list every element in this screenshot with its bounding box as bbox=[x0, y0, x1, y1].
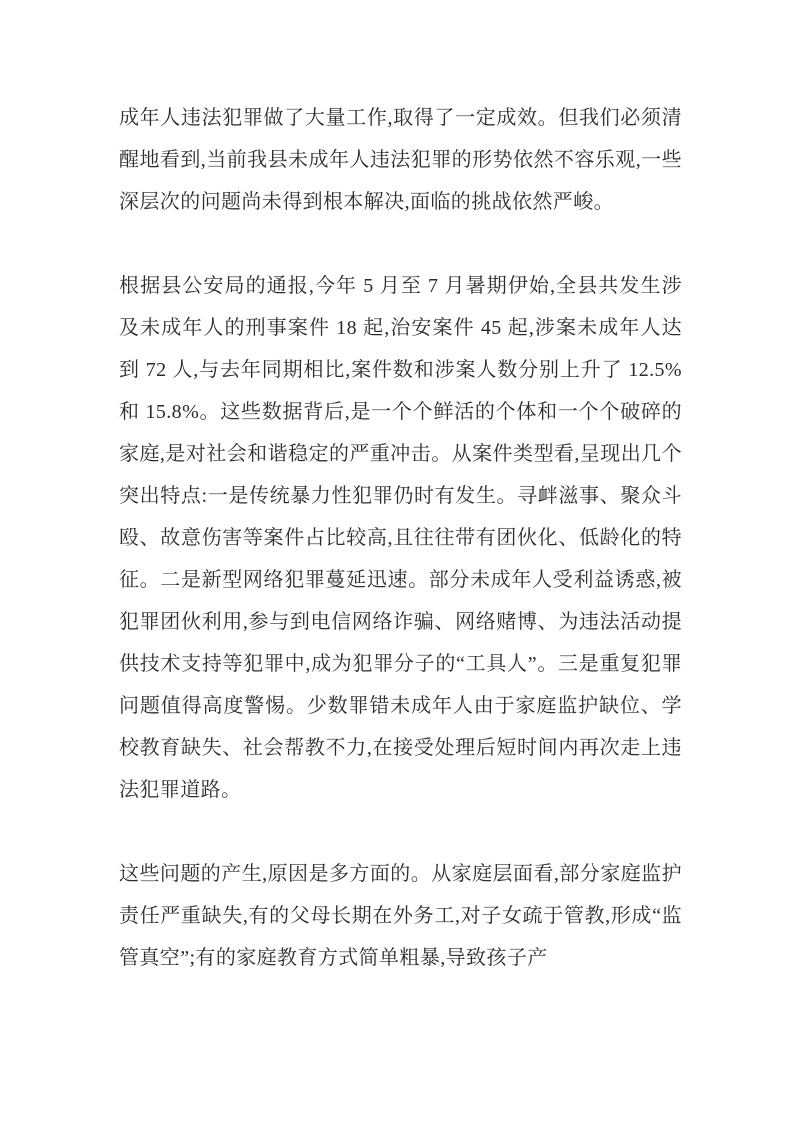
paragraph-problem-causes: 这些问题的产生,原因是多方面的。从家庭层面看,部分家庭监护责任严重缺失,有的父母长期在外务工,对子女疏于管教,形成“监管真空”;有的家庭教育方式简单粗暴,导致孩子产 bbox=[119, 863, 682, 969]
paragraph-crime-statistics: 根据县公安局的通报,今年 5 月至 7 月暑期伊始,全县共发生涉及未成年人的刑事案件 18 起,治安案件 45 起,涉案未成年人达到 72 人,与去年同期相比,案件数和涉案人数分别上升了 12.5%和 15.8%。这些数据背后,是一个个鲜活的个体和一个个破碎的家庭,是对社会和谐稳定的严重冲击。从案件类型看,呈现出几个突出特点:一是传统暴力性犯罪仍时有发生。寻衅滋事、聚众斗殴、故意伤害等案件占比较高,且往往带有团伙化、低龄化的特征。二是新型网络犯罪蔓延迅速。部分未成年人受利益诱惑,被犯罪团伙利用,参与到电信网络诈骗、网络赌博、为违法活动提供技术支持等犯罪中,成为犯罪分子的“工具人”。三是重复犯罪问题值得高度警惕。少数罪错未成年人由于家庭监护缺位、学校教育缺失、社会帮教不力,在接受处理后短时间内再次走上违法犯罪道路。 bbox=[119, 275, 682, 801]
paragraph-conclusion-challenges: 成年人违法犯罪做了大量工作,取得了一定成效。但我们必须清醒地看到,当前我县未成年人违法犯罪的形势依然不容乐观,一些深层次的问题尚未得到根本解决,面临的挑战依然严峻。 bbox=[119, 107, 682, 213]
